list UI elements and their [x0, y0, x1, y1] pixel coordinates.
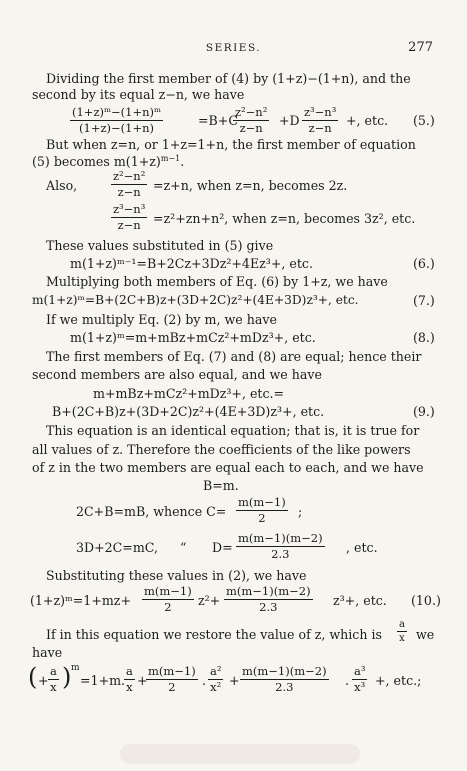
page-number: 277 — [408, 40, 433, 55]
equation-text: . — [202, 673, 207, 688]
equation-text: =z²+zn+n², when z=n, becomes 3z², etc. — [153, 211, 416, 226]
paren: ) — [62, 663, 72, 691]
equation-c: 2C+B=mB, whence C= — [76, 504, 227, 519]
equation-d: 3D+2C=mC, — [76, 540, 158, 555]
text-line: Substituting these values in (2), we have — [46, 568, 307, 583]
running-header — [34, 40, 433, 56]
equation-text: =z+n, when z=n, becomes 2z. — [153, 178, 348, 193]
equation-number: (7.) — [413, 293, 435, 308]
equation-text: D= — [212, 540, 233, 555]
text-line: If in this equation we restore the value of z, which is — [46, 627, 382, 642]
text-line: These values substituted in (5) give — [46, 238, 274, 253]
fraction: $\frac{a}{x}$ — [399, 619, 405, 644]
ditto-mark: “ — [180, 540, 187, 555]
equation-text: ; — [298, 504, 303, 519]
fraction: $\frac{m(m-1)}{2}$ — [238, 495, 286, 525]
text-line: have — [32, 645, 63, 660]
text-line: second members are also equal, and we have — [32, 367, 322, 382]
fraction: $\frac{\text{z²−n²}}{z-n}$ — [235, 105, 268, 135]
scan-smudge — [120, 744, 360, 764]
equation-b: B=m. — [203, 478, 239, 493]
fraction: $\frac{\text{(1+z)ᵐ−(1+n)ᵐ}}{(1+z)-(1+n)}$ — [72, 105, 162, 135]
fraction: $\frac{\text{a³}}{\text{x³}}$ — [354, 664, 366, 694]
equation-text: + — [38, 673, 49, 688]
exponent: m — [71, 663, 80, 673]
equation-text: + — [229, 673, 240, 688]
fraction: $\frac{m(m-1)(m-2)}{2.3}$ — [242, 664, 327, 694]
text-line: Dividing the first member of (4) by (1+z)−(1+n), and the — [46, 71, 411, 86]
text-line: Multiplying both members of Eq. (6) by 1+z, we have — [46, 274, 388, 289]
equation-text: + — [137, 673, 148, 688]
text-line: (5) becomes $m(1+z)^{m-1}$. — [32, 154, 185, 169]
equation-text: +D — [279, 113, 300, 128]
equation-10: (1+z)ᵐ=1+mz+ — [30, 593, 131, 608]
equation-number: (5.) — [413, 113, 435, 128]
text-line: But when z=n, or 1+z=1+n, the first member of equation — [46, 137, 416, 152]
fraction: $\frac{m(m-1)}{2}$ — [144, 584, 192, 614]
equation-9b: B+(2C+B)z+(3D+2C)z²+(4E+3D)z³+, etc. — [52, 404, 325, 419]
text-line: The first members of Eq. (7) and (8) are equal; hence their — [46, 349, 422, 364]
text-line: This equation is an identical equation; that is, it is true for — [46, 423, 420, 438]
fraction: $\frac{\text{z³−n³}}{z-n}$ — [304, 105, 337, 135]
equation-text: =B+C — [198, 113, 238, 128]
equation-8: m(1+z)ᵐ=m+mBz+mCz²+mDz³+, etc. — [70, 330, 316, 345]
text-line: all values of z. Therefore the coefficients of the like powers — [32, 442, 411, 457]
fraction: $\frac{m(m-1)(m-2)}{2.3}$ — [238, 531, 323, 561]
equation-number: (6.) — [413, 256, 435, 271]
equation-text: =1+m. — [80, 673, 126, 688]
text-line: of z in the two members are equal each to each, and we have — [32, 460, 424, 475]
equation-text: . — [345, 673, 350, 688]
equation-number: (10.) — [411, 593, 441, 608]
also-label: Also, — [46, 178, 78, 193]
text-line: we — [416, 627, 435, 642]
fraction: $\frac{\text{z³−n³}}{z-n}$ — [113, 202, 146, 232]
fraction: $\frac{m(m-1)(m-2)}{2.3}$ — [226, 584, 311, 614]
fraction: $\frac{\text{a²}}{\text{x²}}$ — [210, 664, 222, 694]
paren: ( — [28, 663, 38, 691]
text-line: second by its equal z−n, we have — [32, 87, 245, 102]
fraction: $\frac{a}{x}$ — [126, 664, 133, 694]
running-title: SERIES. — [205, 42, 262, 54]
fraction: $\frac{a}{x}$ — [50, 664, 57, 694]
equation-text: , etc. — [346, 540, 378, 555]
text-line: If we multiply Eq. (2) by m, we have — [46, 312, 277, 327]
equation-text: z³+, etc. — [333, 593, 387, 608]
equation-text: +, etc.; — [375, 673, 422, 688]
equation-text: +, etc. — [346, 113, 389, 128]
fraction: $\frac{\text{z²−n²}}{z-n}$ — [113, 169, 146, 199]
equation-text: z²+ — [198, 593, 221, 608]
equation-7: m(1+z)ᵐ=B+(2C+B)z+(3D+2C)z²+(4E+3D)z³+, etc. — [32, 293, 359, 307]
equation-number: (8.) — [413, 330, 435, 345]
equation-9a: m+mBz+mCz²+mDz³+, etc.= — [93, 386, 285, 401]
fraction: $\frac{m(m-1)}{2}$ — [148, 664, 196, 694]
equation-number: (9.) — [413, 404, 435, 419]
equation-6: m(1+z)ᵐ⁻¹=B+2Cz+3Dz²+4Ez³+, etc. — [70, 256, 313, 271]
